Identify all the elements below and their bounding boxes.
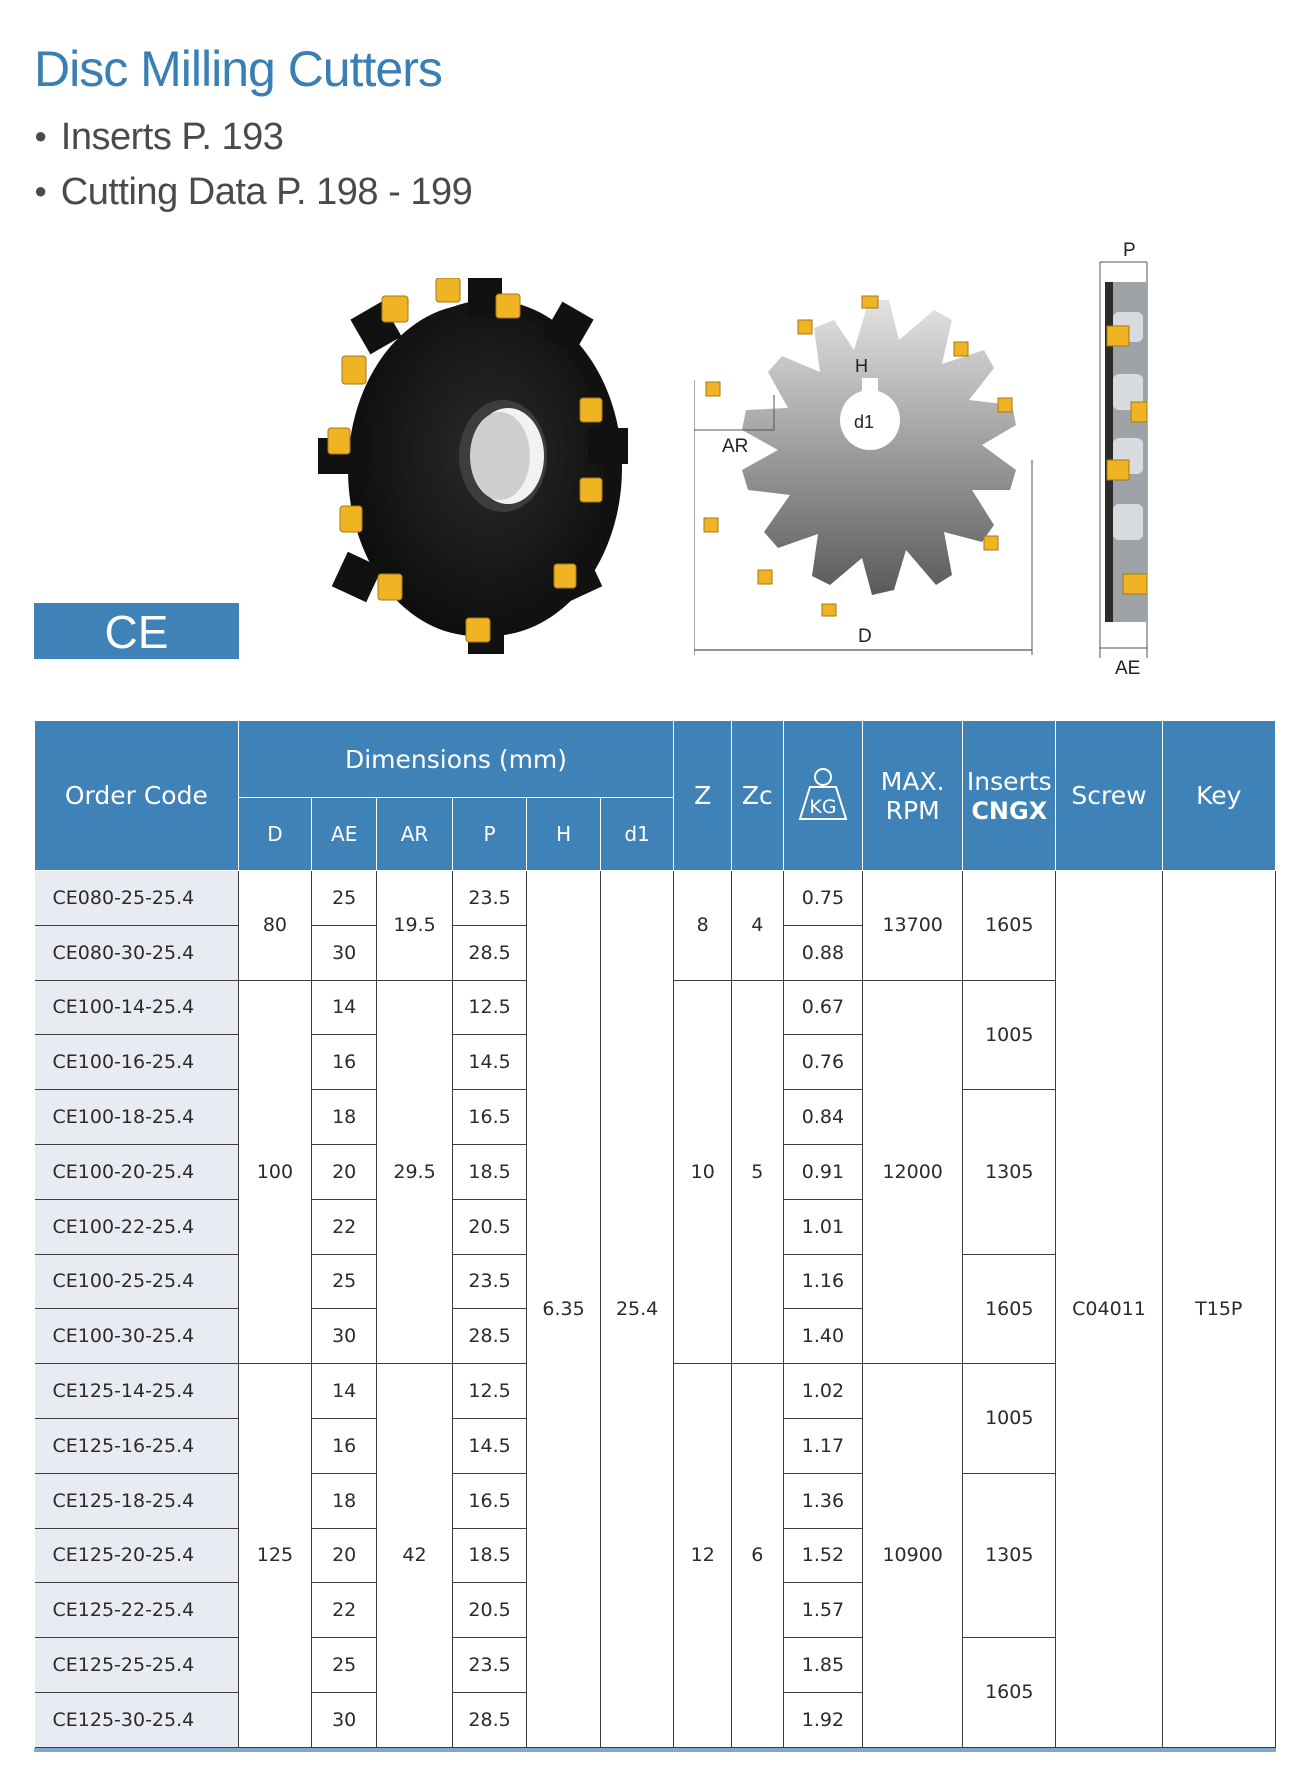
cell-d1: 25.4 [600,871,674,1748]
header-h: H [527,798,600,871]
cell-ae: 14 [312,980,377,1035]
max-rpm-line2: RPM [885,795,940,825]
order-code: CE100-30-25.4 [35,1309,239,1364]
header-max-rpm [863,721,963,871]
cell-p: 14.5 [452,1035,527,1090]
cell-kg: 1.52 [783,1528,863,1583]
cell-inserts: 1605 [963,1254,1056,1364]
d-label: D [858,626,872,647]
order-code: CE125-18-25.4 [35,1473,239,1528]
cell-inserts: 1005 [963,1364,1056,1474]
order-code: CE125-16-25.4 [35,1418,239,1473]
order-code: CE080-30-25.4 [35,925,239,980]
header-z: Z [674,721,732,871]
header-dimensions: Dimensions (mm) [238,721,674,798]
order-code: CE125-22-25.4 [35,1583,239,1638]
order-code: CE125-25-25.4 [35,1638,239,1693]
cell-p: 18.5 [452,1144,527,1199]
page-title: Disc Milling Cutters [34,41,442,97]
header-inserts [963,721,1056,871]
inserts-line1: Inserts [966,766,1052,796]
cell-inserts: 1305 [963,1473,1056,1637]
order-code: CE125-30-25.4 [35,1692,239,1747]
h-label: H [855,356,868,376]
cell-ae: 16 [312,1035,377,1090]
header-ar: AR [377,798,453,871]
reference-inserts: ● Inserts P. 193 [34,112,472,167]
cell-kg: 1.85 [783,1638,863,1693]
cell-ar: 19.5 [377,871,453,981]
cell-p: 20.5 [452,1199,527,1254]
kg-label: KG [809,795,837,818]
cell-ae: 30 [312,925,377,980]
header-key: Key [1162,721,1275,871]
header-order-code: Order Code [35,721,239,871]
order-code: CE100-25-25.4 [35,1254,239,1309]
cell-inserts: 1305 [963,1090,1056,1254]
header-d1: d1 [600,798,674,871]
cell-p: 12.5 [452,1364,527,1419]
header-weight [783,721,863,871]
cutter-photo [318,278,636,656]
cell-h: 6.35 [527,871,600,1748]
cutter-side-view [1095,238,1195,678]
reference-cutting-data: ● Cutting Data P. 198 - 199 [34,167,472,222]
d1-label: d1 [854,412,875,432]
cell-ae: 25 [312,1638,377,1693]
header-p: P [452,798,527,871]
spec-table [34,720,1276,1748]
ae-label: AE [1115,658,1141,678]
cell-p: 14.5 [452,1418,527,1473]
order-code: CE125-14-25.4 [35,1364,239,1419]
order-code: CE100-14-25.4 [35,980,239,1035]
cell-ae: 20 [312,1528,377,1583]
cell-key: T15P [1162,871,1275,1748]
cell-z: 8 [674,871,732,981]
cell-ar: 29.5 [377,980,453,1364]
cell-inserts: 1605 [963,871,1056,981]
cell-kg: 0.91 [783,1144,863,1199]
cell-rpm: 12000 [863,980,963,1364]
cell-screw: C04011 [1056,871,1162,1748]
ar-label: AR [722,436,749,457]
cell-kg: 0.84 [783,1090,863,1145]
order-code: CE100-20-25.4 [35,1144,239,1199]
cell-p: 20.5 [452,1583,527,1638]
header-d: D [238,798,311,871]
cell-kg: 1.01 [783,1199,863,1254]
cell-kg: 0.88 [783,925,863,980]
cell-ae: 30 [312,1309,377,1364]
cell-zc: 4 [732,871,783,981]
cell-ae: 25 [312,871,377,926]
cell-kg: 1.17 [783,1418,863,1473]
cell-kg: 1.40 [783,1309,863,1364]
cell-z: 12 [674,1364,732,1748]
order-code: CE100-22-25.4 [35,1199,239,1254]
cell-ae: 16 [312,1418,377,1473]
order-code: CE125-20-25.4 [35,1528,239,1583]
bottom-rule [34,1748,1276,1752]
cell-ae: 20 [312,1144,377,1199]
series-badge: CE [34,603,239,659]
cell-d: 80 [238,871,311,981]
cell-ae: 18 [312,1090,377,1145]
cell-kg: 1.36 [783,1473,863,1528]
cell-kg: 0.67 [783,980,863,1035]
cell-p: 28.5 [452,1309,527,1364]
cell-d: 100 [238,980,311,1364]
cell-ae: 14 [312,1364,377,1419]
header-ae: AE [312,798,377,871]
cell-d: 125 [238,1364,311,1748]
cell-p: 23.5 [452,1254,527,1309]
table-row [35,871,1276,926]
cell-ar: 42 [377,1364,453,1748]
cell-rpm: 13700 [863,871,963,981]
cell-kg: 0.75 [783,871,863,926]
header-zc: Zc [732,721,783,871]
inserts-line2: CNGX [971,796,1048,825]
cell-p: 12.5 [452,980,527,1035]
cutter-drawing [694,280,1044,660]
cell-kg: 0.76 [783,1035,863,1090]
reference-list [34,112,472,222]
p-label: P [1123,240,1136,261]
cell-zc: 6 [732,1364,783,1748]
cell-p: 28.5 [452,1692,527,1747]
cell-kg: 1.02 [783,1364,863,1419]
cell-zc: 5 [732,980,783,1364]
cell-ae: 22 [312,1199,377,1254]
cell-ae: 25 [312,1254,377,1309]
cell-p: 16.5 [452,1473,527,1528]
cell-p: 28.5 [452,925,527,980]
cell-kg: 1.16 [783,1254,863,1309]
order-code: CE080-25-25.4 [35,871,239,926]
weight-icon [798,765,848,823]
cell-p: 18.5 [452,1528,527,1583]
cell-inserts: 1605 [963,1638,1056,1748]
header-screw: Screw [1056,721,1162,871]
max-rpm-line1: MAX. [880,766,945,796]
cell-z: 10 [674,980,732,1364]
cell-ae: 18 [312,1473,377,1528]
cell-p: 16.5 [452,1090,527,1145]
cell-p: 23.5 [452,871,527,926]
cell-inserts: 1005 [963,980,1056,1090]
cell-ae: 30 [312,1692,377,1747]
cell-ae: 22 [312,1583,377,1638]
cell-kg: 1.57 [783,1583,863,1638]
order-code: CE100-16-25.4 [35,1035,239,1090]
cell-kg: 1.92 [783,1692,863,1747]
cell-rpm: 10900 [863,1364,963,1748]
cell-p: 23.5 [452,1638,527,1693]
order-code: CE100-18-25.4 [35,1090,239,1145]
